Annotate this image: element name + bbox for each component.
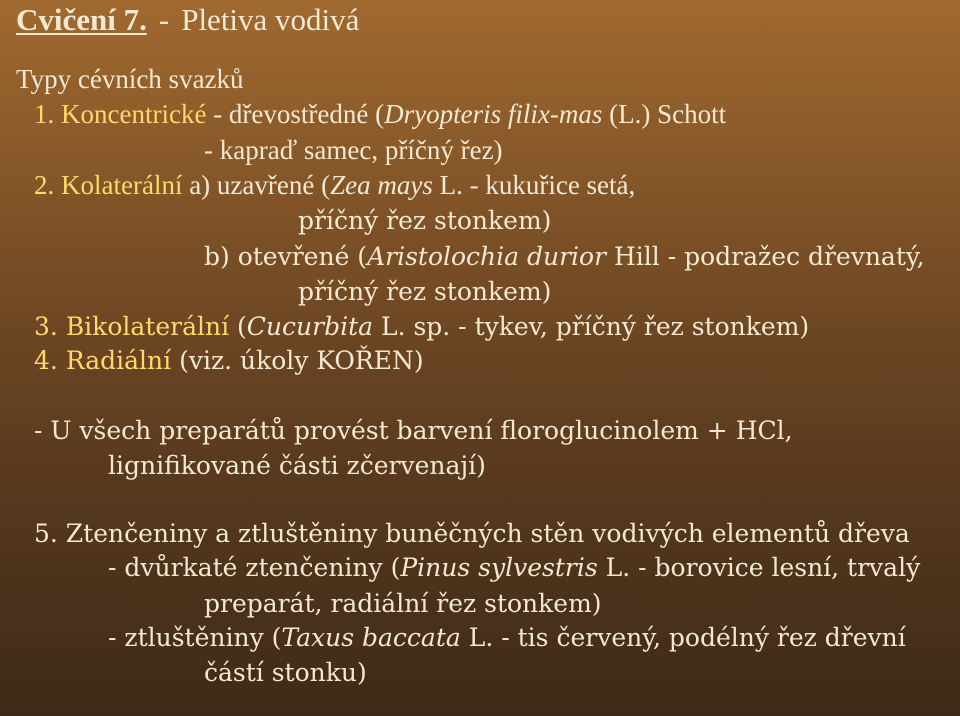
item-1-number: 1.	[34, 99, 55, 129]
item-2-label: Kolaterální	[61, 170, 183, 200]
item-3-species: Cucurbita	[246, 312, 374, 341]
item-5a-species: Pinus sylvestris	[400, 553, 598, 582]
item-5a-line-2: preparát, radiální řez stonkem)	[204, 589, 602, 618]
item-4-label: Radiální	[65, 346, 172, 375]
item-5b-rest: L. - tis červený, podélný řez dřevní	[460, 623, 906, 652]
item-1-species: Dryopteris filix-mas	[384, 99, 603, 129]
item-5b-prefix: - ztluštěniny (	[108, 623, 282, 652]
item-5a-line-1	[108, 551, 920, 585]
item-2b-line-2: příčný řez stonkem)	[298, 277, 552, 306]
title-separator: -	[158, 2, 170, 37]
item-2-number: 2.	[34, 170, 55, 200]
item-1-label: Koncentrické	[61, 99, 207, 129]
item-2a-line-2: příčný řez stonkem)	[298, 206, 552, 235]
item-3-prefix: (	[229, 312, 247, 341]
section-heading: Typy cévních svazků	[16, 64, 244, 94]
item-1-text: - dřevostředné (	[206, 99, 385, 129]
item-4-number: 4.	[34, 346, 58, 375]
item-1-line-2: - kapraď samec, příčný řez)	[204, 135, 503, 165]
item-5a-prefix: - dvůrkaté ztenčeniny (	[108, 553, 401, 582]
note-line-2: lignifikované části zčervenají)	[108, 451, 486, 480]
item-3-line	[34, 310, 809, 344]
item-2b-line-1	[204, 240, 925, 274]
item-1-author: (L.) Schott	[602, 99, 727, 129]
title-subtitle: Pletiva vodivá	[181, 2, 360, 37]
item-2b-text: b) otevřené (	[204, 242, 368, 271]
item-4-line	[34, 344, 424, 378]
item-4-rest: (viz. úkoly KOŘEN)	[171, 346, 424, 375]
item-5b-line-1	[108, 621, 906, 655]
item-2b-rest: Hill - podražec dřevnatý,	[606, 242, 925, 271]
item-2-line-1	[34, 168, 635, 202]
item-5a-rest: L. - borovice lesní, trvalý	[597, 553, 921, 582]
note-line-1: - U všech preparátů provést barvení floroglucinolem + HCl,	[34, 416, 793, 445]
slide-title	[16, 2, 359, 46]
item-5b-line-2: částí stonku)	[204, 658, 367, 687]
item-3-rest: L. sp. - tykev, příčný řez stonkem)	[373, 312, 810, 341]
item-1-line-1	[34, 97, 726, 131]
item-3-number: 3.	[34, 312, 58, 341]
item-2b-species: Aristolochia durior	[367, 242, 607, 271]
item-2a-rest: L. - kukuřice setá,	[432, 170, 636, 200]
item-5b-species: Taxus baccata	[281, 623, 461, 652]
item-3-label: Bikolaterální	[65, 312, 230, 341]
item-2a-species: Zea mays	[330, 170, 433, 200]
item-5-heading: 5. Ztenčeniny a ztluštěniny buněčných stěn vodivých elementů dřeva	[34, 519, 910, 548]
title-main: Cvičení 7.	[16, 2, 147, 37]
item-2a-text: a) uzavřené (	[182, 170, 331, 200]
